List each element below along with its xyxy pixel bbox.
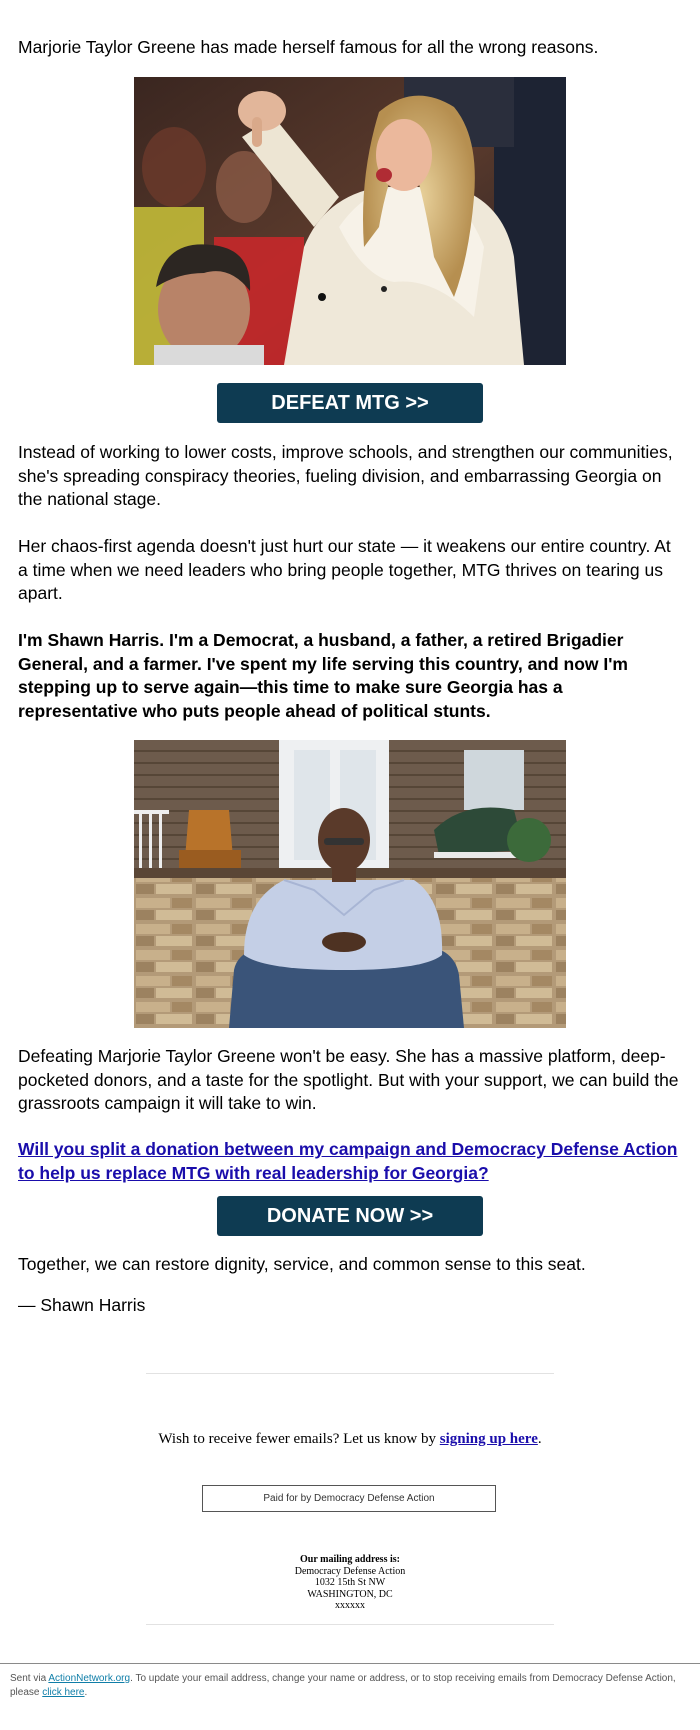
mtg-photo xyxy=(134,77,566,365)
mailing-line-street: 1032 15th St NW xyxy=(314,1577,386,1588)
defeat-mtg-button[interactable]: DEFEAT MTG >> xyxy=(217,383,483,423)
paragraph-costs: Instead of working to lower costs, improve schools, and strengthen our communities, she's spreading conspiracy theories, fueling division, and embarrassing Georgia on the national stage. xyxy=(18,442,673,509)
mailing-line-city: WASHINGTON, DC xyxy=(307,1588,393,1600)
fewer-emails-suffix: . xyxy=(537,1431,542,1447)
click-here-link[interactable]: click here xyxy=(42,1686,85,1698)
mailing-address xyxy=(0,1554,700,1612)
fewer-emails-prefix: Wish to receive fewer emails? Let us know by xyxy=(158,1431,440,1447)
footer-rule xyxy=(0,1663,700,1664)
update-text: . To update your email address, change your name or address, or to stop receiving emails from Democracy Defense Action, please xyxy=(10,1673,676,1698)
footer-end: . xyxy=(84,1686,88,1698)
paragraph-agenda: Her chaos-first agenda doesn't just hurt our state — it weakens our entire country. At a time when we need leaders who bring people together, MTG thrives on tearing us apart. xyxy=(18,536,671,603)
paragraph-introduction: I'm Shawn Harris. I'm a Democrat, a husband, a father, a retired Brigadier General, and a farmer. I've spent my life serving this country, and now I'm stepping up to serve again—this time to make sure Georgia has a representative who puts people ahead of political stunts. xyxy=(18,630,628,721)
footer-divider-bottom xyxy=(146,1624,554,1625)
mailing-line-org: Democracy Defense Action xyxy=(294,1565,406,1577)
action-network-footer xyxy=(10,1672,680,1699)
footer-divider-top xyxy=(146,1373,554,1374)
intro-text: Marjorie Taylor Greene has made herself famous for all the wrong reasons. xyxy=(18,37,599,57)
mailing-line-zip: xxxxxx xyxy=(335,1600,365,1611)
paragraph-grassroots: Defeating Marjorie Taylor Greene won't be easy. She has a massive platform, deep-pocketed donors, and a taste for the spotlight. But with your support, we can build the grassroots campaign it will take to win. xyxy=(18,1046,679,1113)
actionnetwork-link[interactable]: ActionNetwork.org xyxy=(48,1673,131,1684)
signing-up-here-link[interactable]: signing up here xyxy=(439,1431,538,1447)
shawn-harris-photo xyxy=(134,740,566,1028)
paid-for-disclaimer: Paid for by Democracy Defense Action xyxy=(202,1485,496,1512)
closing-text: Together, we can restore dignity, service, and common sense to this seat. xyxy=(18,1254,586,1274)
mailing-heading: Our mailing address is: xyxy=(300,1554,400,1565)
sent-via-text: Sent via xyxy=(10,1673,49,1684)
signature: — Shawn Harris xyxy=(18,1295,146,1315)
donation-split-link[interactable]: Will you split a donation between my campaign and Democracy Defense Action to help us replace MTG with real leadership for Georgia? xyxy=(18,1139,678,1183)
donate-now-button[interactable]: DONATE NOW >> xyxy=(217,1196,483,1236)
fewer-emails-text xyxy=(0,1431,700,1448)
